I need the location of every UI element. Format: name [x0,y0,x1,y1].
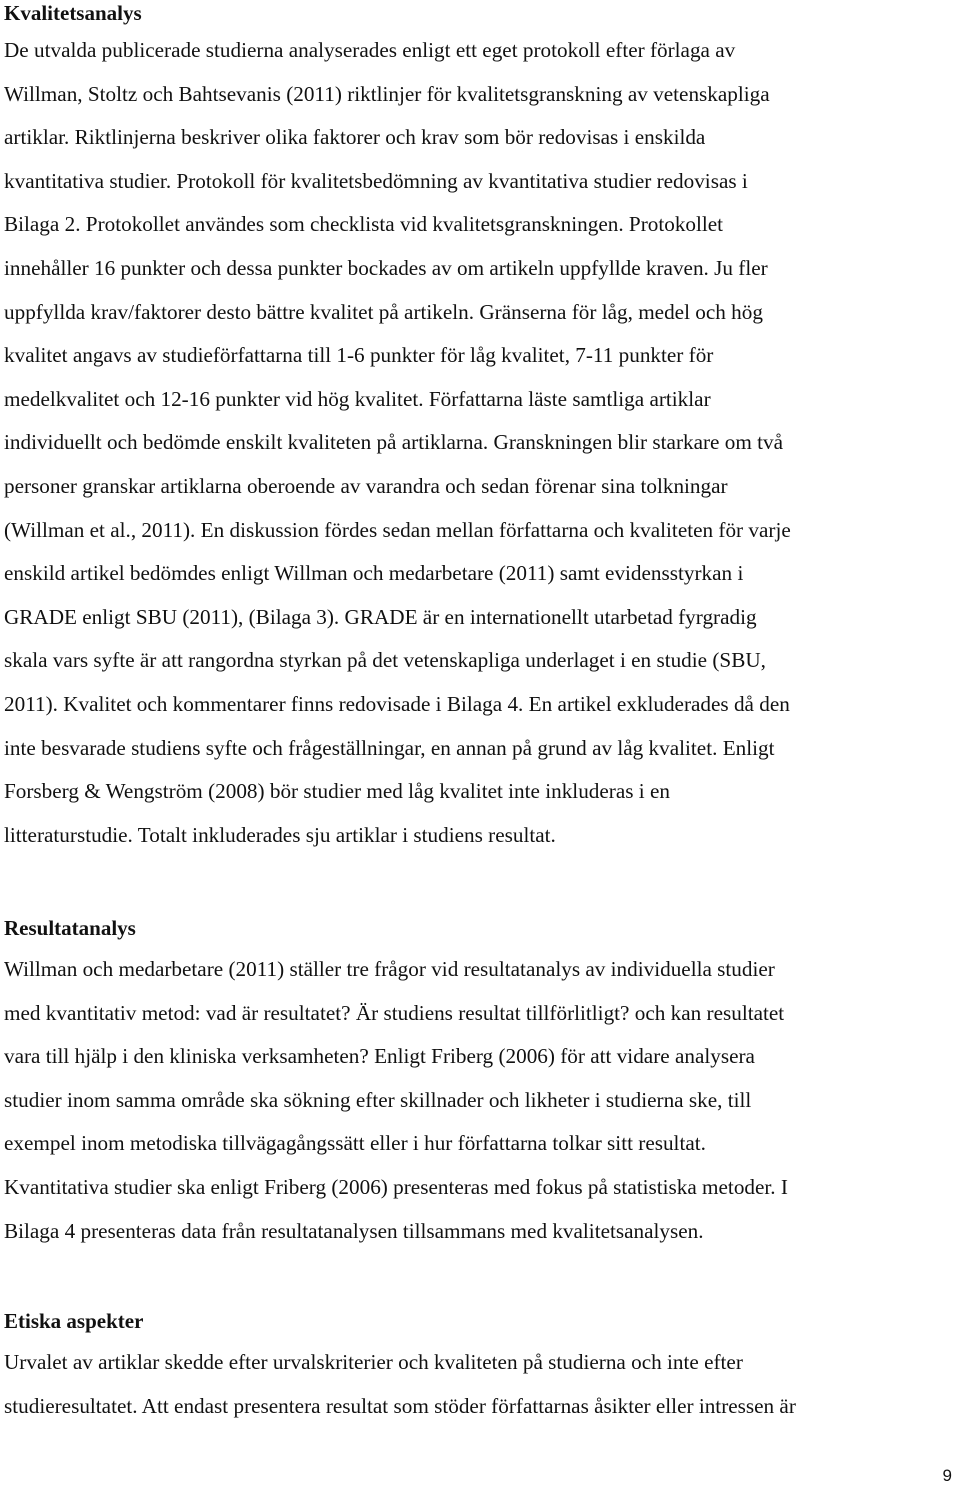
section-paragraph [4,948,788,1253]
text-line: vara till hjälp i den kliniska verksamheten? Enligt Friberg (2006) för att vidare analysera [4,1044,755,1069]
section-heading: Etiska aspekter [4,1309,144,1333]
text-line: Bilaga 2. Protokollet användes som checklista vid kvalitetsgranskningen. Protokollet [4,212,724,237]
text-line: kvantitativa studier. Protokoll för kvalitetsbedömning av kvantitativa studier redovisas i [4,168,748,193]
text-line: Willman, Stoltz och Bahtsevanis (2011) riktlinjer för kvalitetsgranskning av vetenskapliga [4,81,770,106]
section-kvalitetsanalys [4,1,791,847]
section-heading: Kvalitetsanalys [4,1,142,25]
text-line: Urvalet av artiklar skedde efter urvalskriterier och kvaliteten på studierna och inte efter [4,1350,743,1374]
text-line: uppfyllda krav/faktorer desto bättre kvalitet på artikeln. Gränserna för låg, medel och hög [4,299,763,324]
text-line: De utvalda publicerade studierna analyserades enligt ett eget protokoll efter förlaga av [4,38,736,62]
text-line: Bilaga 4 presenteras data från resultatanalysen tillsammans med kvalitetsanalysen. [4,1218,704,1243]
text-line: exempel inom metodiska tillvägagångssätt eller i hur författarna tolkar sitt resultat. [4,1131,706,1156]
text-line: artiklar. Riktlinjerna beskriver olika faktorer och krav som bör redovisas i enskilda [4,125,706,150]
text-line: 2011). Kvalitet och kommentarer finns redovisade i Bilaga 4. En artikel exkluderades då den [4,691,790,716]
page-number: 9 [942,1466,952,1485]
text-line: Forsberg & Wengström (2008) bör studier med låg kvalitet inte inkluderas i en [4,779,670,804]
text-line: litteraturstudie. Totalt inkluderades sju artiklar i studiens resultat. [4,822,556,847]
text-line: med kvantitativ metod: vad är resultatet? Är studiens resultat tillförlitligt? och kan resultatet [4,1000,785,1025]
text-line: inte besvarade studiens syfte och frågeställningar, en annan på grund av låg kvalitet. Enligt [4,735,775,760]
section-paragraph [4,29,791,857]
text-line: innehåller 16 punkter och dessa punkter bockades av om artikeln uppfyllde kraven. Ju fler [4,255,768,280]
text-line: Willman och medarbetare (2011) ställer tre frågor vid resultatanalys av individuella studier [4,957,775,981]
text-line: individuellt och bedömde enskilt kvaliteten på artiklarna. Granskningen blir starkare om två [4,430,784,455]
text-line: personer granskar artiklarna oberoende av varandra och sedan förenar sina tolkningar [4,473,728,498]
text-line: (Willman et al., 2011). En diskussion fördes sedan mellan författarna och kvaliteten för varje [4,517,791,542]
text-line: skala vars syfte är att rangordna styrkan på det vetenskapliga underlaget i en studie (SBU, [4,648,766,673]
text-line: studieresultatet. Att endast presentera resultat som stöder författarnas åsikter eller intressen är [4,1393,796,1418]
section-paragraph [4,1341,796,1428]
text-line: kvalitet angavs av studieförfattarna till 1-6 punkter för låg kvalitet, 7-11 punkter för [4,343,714,368]
section-etiska-aspekter [4,1309,796,1418]
text-line: Kvantitativa studier ska enligt Friberg (2006) presenteras med fokus på statistiska metoder. I [4,1174,788,1199]
section-heading: Resultatanalys [4,916,136,940]
text-line: enskild artikel bedömdes enligt Willman och medarbetare (2011) samt evidensstyrkan i [4,561,744,586]
text-line: GRADE enligt SBU (2011), (Bilaga 3). GRADE är en internationellt utarbetad fyrgradig [4,604,757,629]
section-resultatanalys [4,916,788,1243]
text-line: medelkvalitet och 12-16 punkter vid hög kvalitet. Författarna läste samtliga artiklar [4,386,711,411]
text-line: studier inom samma område ska sökning efter skillnader och likheter i studierna ske, till [4,1087,752,1112]
